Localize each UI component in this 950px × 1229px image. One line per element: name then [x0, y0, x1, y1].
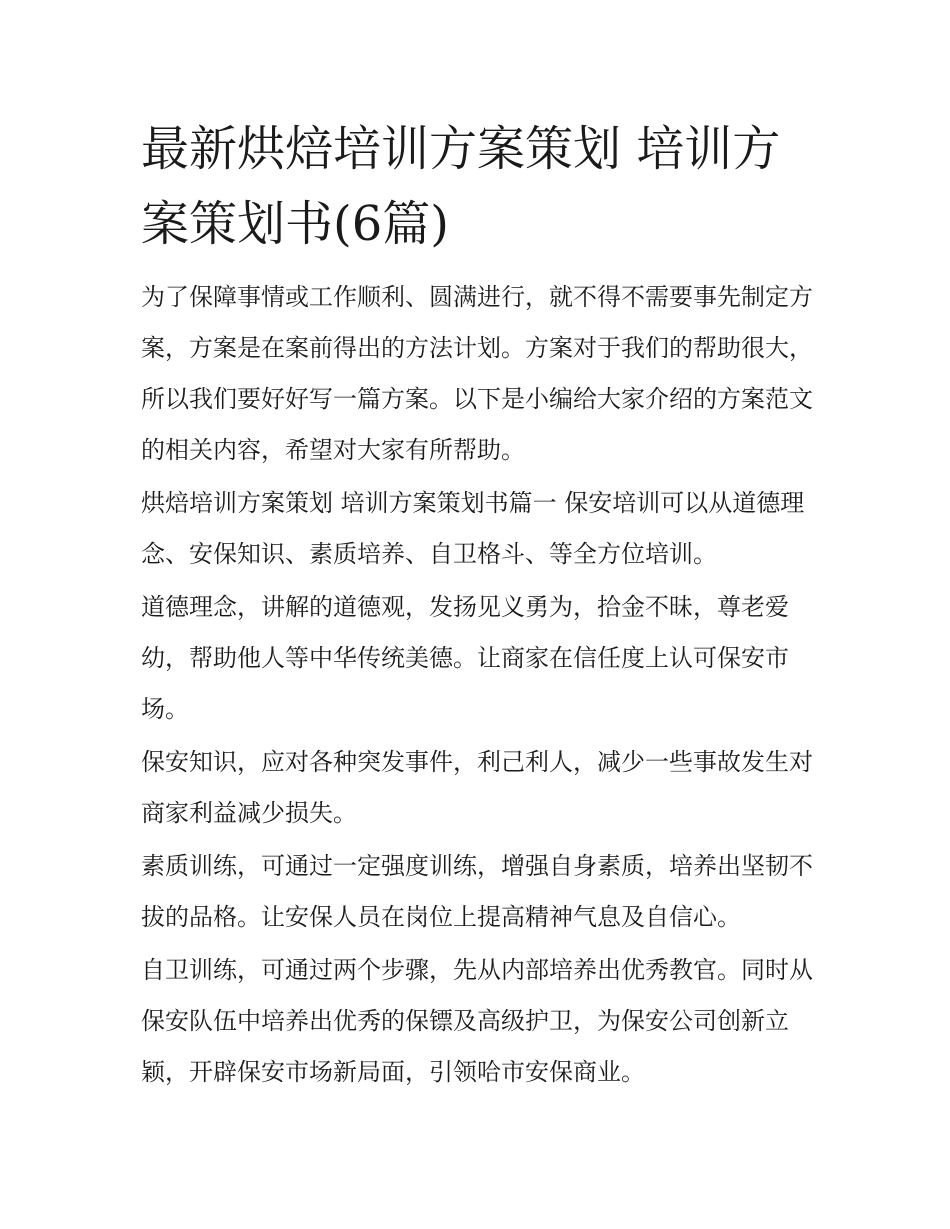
- document-title: 最新烘焙培训方案策划 培训方案策划书(6篇): [141, 121, 781, 252]
- paragraph-section-one: 烘焙培训方案策划 培训方案策划书篇一 保安培训可以从道德理念、安保知识、素质培养、自卫格斗、等全方位培训。: [141, 489, 805, 568]
- paragraph-security-knowledge: 保安知识，应对各种突发事件，利己利人，减少一些事故发生对商家利益减少损失。: [141, 748, 813, 827]
- document-body: [141, 112, 813, 1100]
- paragraph-intro: 为了保障事情或工作顺利、圆满进行，就不得不需要事先制定方案，方案是在案前得出的方法计划。方案对于我们的帮助很大，所以我们要好好写一篇方案。以下是小编给大家介绍的方案范文的相关内容，希望对大家有所帮助。: [141, 283, 813, 464]
- paragraph-quality-training: 素质训练，可通过一定强度训练，增强自身素质，培养出坚韧不拔的品格。让安保人员在岗位上提高精神气息及自信心。: [141, 852, 813, 931]
- paragraph-moral-concept: 道德理念，讲解的道德观，发扬见义勇为，拾金不昧，尊老爱幼，帮助他人等中华传统美德。让商家在信任度上认可保安市场。: [141, 593, 789, 723]
- paragraph-self-defense-training: 自卫训练，可通过两个步骤，先从内部培养出优秀教官。同时从保安队伍中培养出优秀的保镖及高级护卫，为保安公司创新立颖，开辟保安市场新局面，引领哈市安保商业。: [141, 956, 813, 1086]
